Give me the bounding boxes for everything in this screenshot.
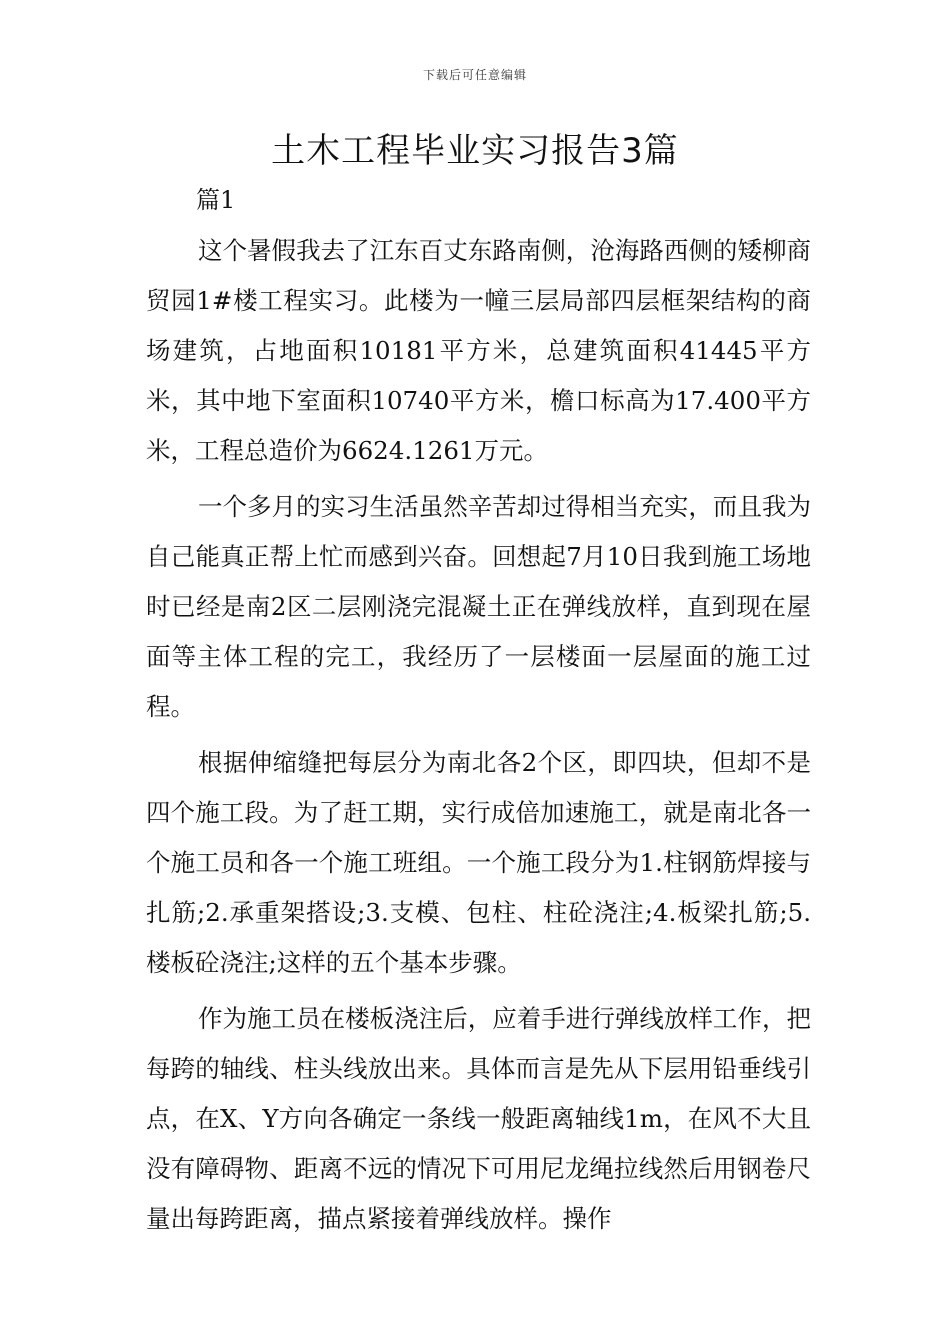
paragraph-2: 一个多月的实习生活虽然辛苦却过得相当充实，而且我为自己能真正帮上忙而感到兴奋。回想起7月10日我到施工场地时已经是南2区二层刚浇完混凝土正在弹线放样，直到现在屋面等主体工程的完工，我经历了一层楼面一层屋面的施工过程。 — [146, 492, 811, 721]
section-label: 篇1 — [196, 186, 236, 214]
page-header-note: 下载后可任意编辑 — [422, 68, 527, 82]
paragraph-3: 根据伸缩缝把每层分为南北各2个区，即四块，但却不是四个施工段。为了赶工期，实行成倍加速施工，就是南北各一个施工员和各一个施工班组。一个施工段分为1.柱钢筋焊接与扎筋;2.承重架搭设;3.支模、包柱、柱砼浇注;4.板梁扎筋;5.楼板砼浇注;这样的五个基本步骤。 — [146, 748, 811, 977]
document-title: 土木工程毕业实习报告3篇 — [271, 131, 679, 171]
paragraph-4: 作为施工员在楼板浇注后，应着手进行弹线放样工作，把每跨的轴线、柱头线放出来。具体而言是先从下层用铅垂线引点，在X、Y方向各确定一条线一般距离轴线1m，在风不大且没有障碍物、距离不远的情况下可用尼龙绳拉线然后用钢卷尺量出每跨距离，描点紧接着弹线放样。操作 — [146, 1004, 811, 1233]
document-body — [146, 226, 811, 1244]
paragraph-1: 这个暑假我去了江东百丈东路南侧，沧海路西侧的矮柳商贸园1#楼工程实习。此楼为一幢三层局部四层框架结构的商场建筑，占地面积10181平方米，总建筑面积41445平方米，其中地下室面积10740平方米，檐口标高为17.400平方米，工程总造价为6624.1261万元。 — [146, 236, 811, 465]
